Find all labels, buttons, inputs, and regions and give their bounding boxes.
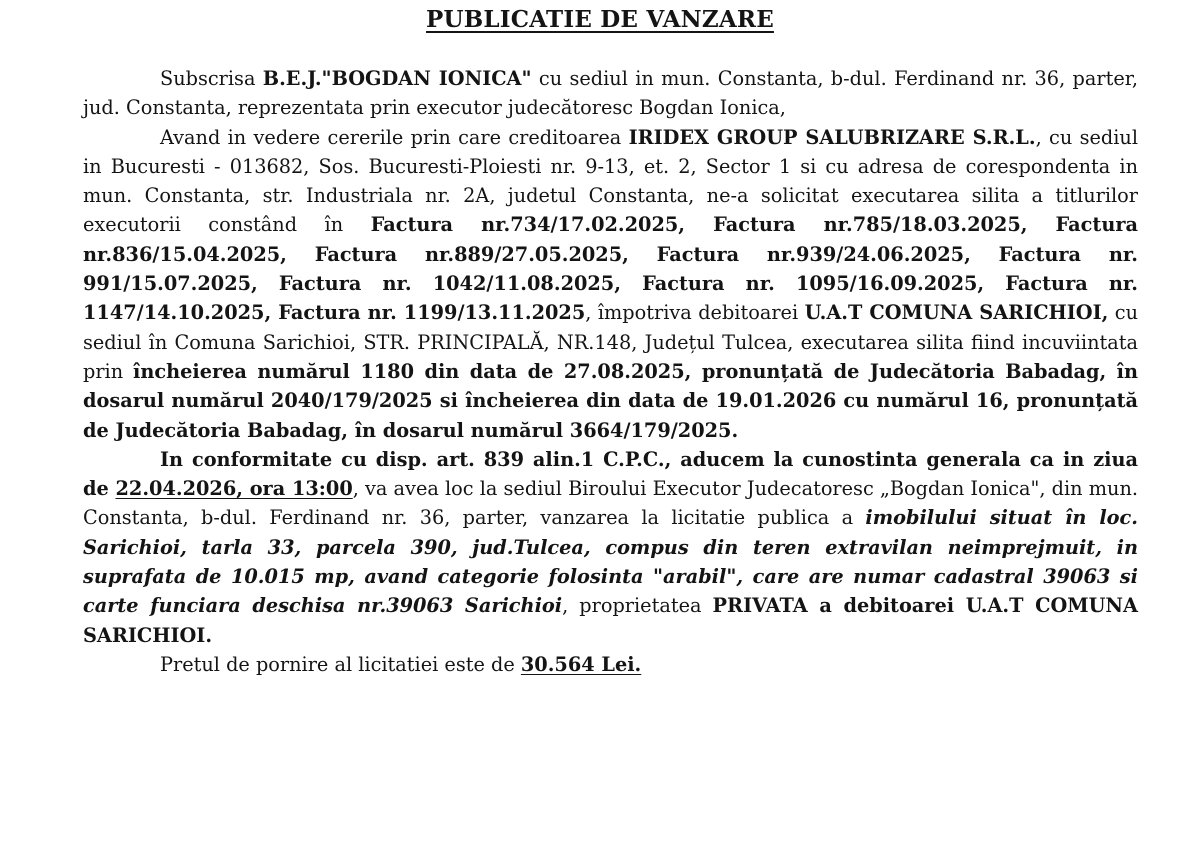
starting-price: 30.564 Lei. [520, 652, 642, 676]
property-description: imobilului situat în loc. Sarichioi, tarla 33, parcela 390, jud.Tulcea, compus din teren extravilan neimprejmuit, in suprafata de 10.015 mp, avand categorie folosinta "arabil", care are numar cadastral 39063 si carte funciara deschisa nr.39063 Sarichioi [83, 506, 1138, 618]
document-title: PUBLICATIE DE VANZARE [426, 6, 774, 33]
intro-text-1: Subscrisa [160, 67, 263, 90]
creditor-text-1: Avand in vedere cererile prin care creditoarea [160, 125, 629, 149]
document-body [83, 64, 1138, 679]
bailiff-office-name: B.E.J."BOGDAN IONICA" [262, 67, 532, 90]
property-ownership: PRIVATA a debitoarei U.A.T COMUNA SARICHIOI. [83, 594, 1138, 647]
paragraph-creditor [83, 123, 1138, 445]
paragraph-price [83, 650, 1138, 679]
invoice-list: Factura nr.734/17.02.2025, Factura nr.785/18.03.2025, Factura nr.836/15.04.2025, Factura nr.889/27.05.2025, Factura nr.939/24.06.2025, Factura nr. 991/15.07.2025, Factura nr. 1042/11.08.2025, Factura nr. 1095/16.09.2025, Factura nr. 1147/14.10.2025, Factura nr. 1199/13.11.2025 [83, 213, 1138, 325]
creditor-name: IRIDEX GROUP SALUBRIZARE S.R.L. [628, 125, 1036, 149]
auction-text-1: , va avea loc la sediul Biroului Executor Judecatoresc „Bogdan Ionica", din mun. Constanta, b-dul. Ferdinand nr. 36, parter, vanzarea la licitatie publica a [83, 477, 1138, 530]
legal-basis: In conformitate cu disp. art. 839 alin.1 C.P.C., aducem la cunostinta generala ca in ziua de [83, 447, 1138, 501]
creditor-text-4: cu sediul în Comuna Sarichioi, STR. PRINCIPALĂ, NR.148, Județul Tulcea, executarea silita fiind incuviintata prin [83, 301, 1138, 383]
court-decisions: încheierea numărul 1180 din data de 27.08.2025, pronunțată de Judecătoria Babadag, în dosarul numărul 2040/179/2025 si încheierea din data de 19.01.2026 cu numărul 16, pronunțată de Judecătoria Babadag, în dosarul numărul 3664/179/2025. [83, 359, 1138, 442]
intro-text-2: cu sediul in mun. Constanta, b-dul. Ferdinand nr. 36, parter, jud. Constanta, reprezentata prin executor judecătoresc Bogdan Ionica, [83, 67, 1138, 120]
creditor-text-3: , împotriva debitoarei [585, 301, 805, 325]
paragraph-intro [83, 64, 1138, 123]
creditor-text-2: , cu sediul in Bucuresti - 013682, Sos. Bucuresti-Ploiesti nr. 9-13, et. 2, Sector 1 si cu adresa de corespondenta in mun. Constanta, str. Industriala nr. 2A, judetul Constanta, ne-a solicitat executarea silita a titlurilor executorii constând în [83, 125, 1138, 237]
price-text: Pretul de pornire al licitatiei este de [160, 652, 521, 676]
paragraph-auction [83, 445, 1138, 650]
debtor-name: U.A.T COMUNA SARICHIOI, [804, 301, 1109, 325]
auction-datetime: 22.04.2026, ora 13:00 [115, 477, 353, 501]
auction-text-2: , proprietatea [562, 594, 713, 618]
